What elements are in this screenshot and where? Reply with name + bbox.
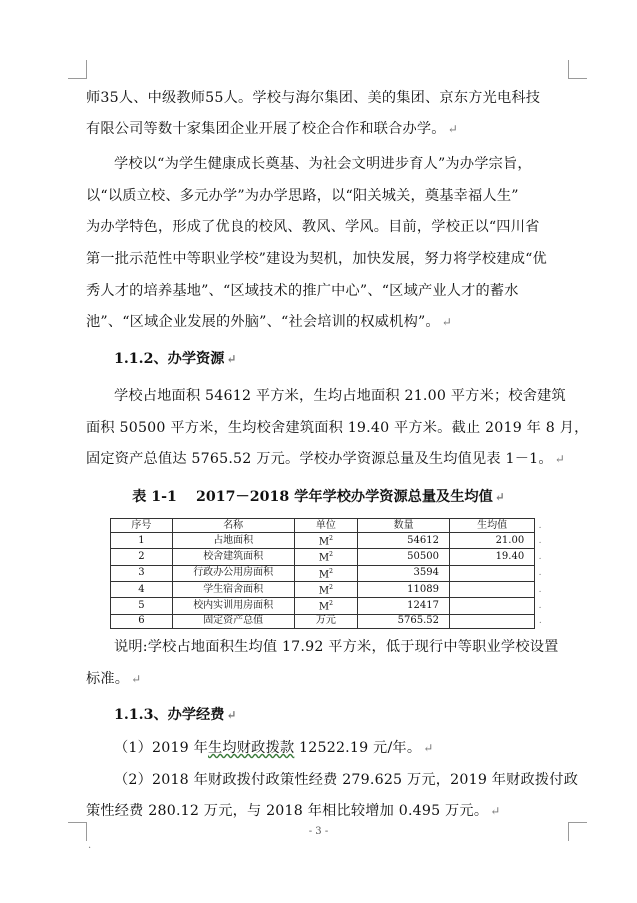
table-row	[111, 598, 546, 614]
paragraph-mark: ↵	[226, 352, 237, 366]
row-end-mark: .	[538, 584, 542, 595]
paragraph-line: 学校以“为学生健康成长奠基、为社会文明进步育人”为办学宗旨，	[114, 156, 532, 172]
cell-no: 2	[111, 549, 173, 565]
paragraph-line: 为办学特色，形成了优良的校风、教风、学风。目前，学校正以“四川省	[86, 219, 540, 235]
paragraph-line	[114, 737, 604, 757]
paragraph-mark: ↵	[447, 122, 458, 136]
cell-unit	[294, 549, 358, 565]
cell-avg: 19.40	[449, 549, 534, 565]
heading-text: 1.1.3、办学经费	[114, 707, 225, 723]
unit-text: M	[318, 585, 330, 597]
row-end-mark: .	[538, 520, 542, 531]
unit-superscript: 2	[329, 567, 333, 575]
paragraph-mark: ↵	[441, 315, 453, 329]
unit-text: M	[318, 601, 330, 613]
cell-avg	[449, 614, 534, 628]
header-cell: 单位	[294, 519, 358, 533]
paragraph-line: 师35人、中级教师55人。学校与海尔集团、美的集团、京东方光电科技	[86, 90, 541, 106]
unit-text: M	[318, 568, 330, 580]
header-cell: 生均值	[449, 519, 534, 533]
unit-superscript: 2	[329, 551, 333, 559]
paragraph-line	[86, 668, 576, 688]
text-run: 12522.19 元/年。	[294, 740, 422, 756]
text-run: 标准。	[86, 671, 130, 687]
row-end-mark: .	[538, 535, 542, 546]
cell-no: 5	[111, 598, 173, 614]
cell-qty: 5765.52	[358, 614, 450, 628]
cell-qty: 11089	[358, 581, 450, 597]
cell-no: 1	[111, 533, 173, 549]
paragraph-line	[86, 800, 576, 820]
paragraph-mark: .	[88, 840, 92, 851]
paragraph-line: 第一批示范性中等职业学校”建设为契机，加快发展，努力将学校建成“优	[86, 251, 547, 267]
paragraph-line: 面积 50500 平方米，生均校舍建筑面积 19.40 平方米。截止 2019 年 8 月，	[86, 420, 589, 436]
paragraph-line: 秀人才的培养基地”、“区域技术的推广中心”、“区域产业人才的蓄水	[86, 283, 519, 299]
cell-no: 4	[111, 581, 173, 597]
crop-mark-top-right	[568, 60, 587, 79]
unit-superscript: 2	[329, 600, 333, 608]
header-cell: 数量	[358, 519, 450, 533]
paragraph-line: （2）2018 年财政拨付政策性经费 279.625 万元，2019 年财政拨付政	[114, 772, 579, 788]
cell-qty: 12417	[358, 598, 450, 614]
cell-name: 校内实训用房面积	[172, 598, 294, 614]
section-heading-1-1-3	[114, 704, 237, 724]
paragraph-mark: ↵	[423, 741, 434, 755]
cell-name: 学生宿舍面积	[172, 581, 294, 597]
spellcheck-underlined-text: 生均财政拨款	[208, 740, 295, 756]
table-row	[111, 614, 546, 628]
row-end-mark: .	[538, 616, 542, 627]
paragraph-line: 学校占地面积 54612 平方米，生均占地面积 21.00 平方米；校舍建筑	[114, 388, 566, 404]
cell-qty: 54612	[358, 533, 450, 549]
unit-text: M	[318, 536, 330, 548]
cell-avg: 21.00	[449, 533, 534, 549]
crop-mark-top-left	[68, 60, 87, 79]
paragraph-mark: ↵	[554, 452, 565, 466]
paragraph-line: 以“以质立校、多元办学”为办学思路，以“阳关城关，奠基幸福人生”	[86, 188, 519, 204]
paragraph-mark: ↵	[131, 672, 142, 686]
section-heading-1-1-2	[114, 348, 237, 368]
cell-unit	[294, 533, 358, 549]
table-row	[111, 581, 546, 597]
cell-name: 占地面积	[172, 533, 294, 549]
cell-no: 6	[111, 614, 173, 628]
cell-avg	[449, 598, 534, 614]
cell-avg	[449, 581, 534, 597]
page-number: - 3 -	[308, 826, 329, 837]
unit-superscript: 2	[329, 535, 333, 542]
row-end-mark: .	[538, 551, 542, 562]
header-cell: 名称	[172, 519, 294, 533]
cell-unit	[294, 581, 358, 597]
unit-superscript: 2	[329, 583, 333, 591]
row-end-mark: .	[538, 568, 542, 579]
row-end-mark: .	[538, 600, 542, 611]
heading-text: 1.1.2、办学资源	[114, 351, 225, 367]
paragraph-line	[86, 311, 576, 331]
table-row	[111, 549, 546, 565]
text-run: 池”、“区域企业发展的外脑”、“社会培训的权威机构”。	[86, 314, 440, 330]
paragraph-line	[86, 448, 576, 468]
cell-qty: 3594	[358, 565, 450, 581]
text-run: （1）2019 年	[114, 740, 209, 756]
text-run: 固定资产总值达 5765.52 万元。学校办学资源总量及生均值见表 1－1。	[86, 451, 553, 467]
caption-text: 表 1-1 2017－2018 学年学校办学资源总量及生均值	[132, 489, 493, 505]
unit-text: M	[318, 552, 330, 564]
cell-name: 行政办公用房面积	[172, 565, 294, 581]
cell-name: 固定资产总值	[172, 614, 294, 628]
text-run: 策性经费 280.12 万元，与 2018 年相比较增加 0.495 万元。	[86, 803, 489, 819]
table-header-row	[111, 519, 546, 533]
table-caption	[0, 486, 637, 506]
cell-avg	[449, 565, 534, 581]
resource-table	[110, 518, 546, 629]
cell-no: 3	[111, 565, 173, 581]
paragraph-mark: ↵	[494, 490, 505, 504]
paragraph-line: 说明:学校占地面积生均值 17.92 平方米，低于现行中等职业学校设置	[114, 639, 559, 655]
paragraph-line	[86, 118, 576, 138]
cell-unit	[294, 565, 358, 581]
cell-unit: 万元	[294, 614, 358, 628]
text-run: 有限公司等数十家集团企业开展了校企合作和联合办学。	[86, 121, 446, 137]
table-row	[111, 565, 546, 581]
cell-unit	[294, 598, 358, 614]
paragraph-mark: ↵	[226, 708, 237, 722]
header-cell: 序号	[111, 519, 173, 533]
paragraph-mark: ↵	[490, 804, 501, 818]
cell-name: 校舍建筑面积	[172, 549, 294, 565]
cell-qty: 50500	[358, 549, 450, 565]
table-row	[111, 533, 546, 549]
